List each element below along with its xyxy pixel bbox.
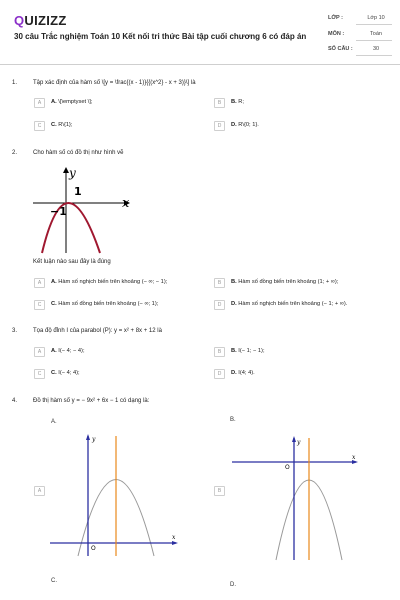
q2-option-b-box[interactable]: B: [214, 278, 225, 288]
q1-number: 1.: [12, 80, 18, 86]
meta-value-class: Lớp 10: [367, 15, 385, 21]
q4-choice-b-box[interactable]: B: [214, 486, 225, 496]
q4b-x-label: x: [352, 454, 356, 461]
meta-label-subject: MÔN :: [328, 31, 345, 37]
q2-option-b[interactable]: B. Hàm số đồng biến trên khoảng (1; + ∞);: [231, 279, 339, 285]
q4-graph-a: [48, 428, 188, 558]
q4b-origin-label: O: [285, 464, 290, 471]
q1-option-c[interactable]: C. R\{1};: [51, 122, 73, 128]
q4a-origin-label: O: [91, 545, 96, 552]
q4a-y-label: y: [92, 436, 96, 443]
q2-top-label: 1: [74, 185, 82, 198]
q4-choice-a-box[interactable]: A: [34, 486, 45, 496]
q4-choice-a-label: A.: [51, 419, 57, 425]
q3-option-a-box[interactable]: A: [34, 347, 45, 357]
q2-left-label: −1: [50, 205, 67, 218]
q1-option-a[interactable]: A. \[\emptyset \];: [51, 99, 93, 105]
logo-text: UIZIZZ: [24, 13, 67, 28]
q3-option-a[interactable]: A. I(− 4; − 4);: [51, 348, 85, 354]
q2-number: 2.: [12, 150, 18, 156]
q4-graph-b: [228, 432, 368, 562]
meta-value-subject: Toán: [370, 31, 382, 37]
q1-option-a-box[interactable]: A: [34, 98, 45, 108]
q3-number: 3.: [12, 328, 18, 334]
q2-option-a[interactable]: A. Hàm số nghịch biến trên khoảng (− ∞; − 1);: [51, 279, 168, 285]
q4-number: 4.: [12, 398, 18, 404]
q1-option-b-box[interactable]: B: [214, 98, 225, 108]
q3-option-b-box[interactable]: B: [214, 347, 225, 357]
meta-value-count: 30: [372, 46, 380, 52]
q3-option-c[interactable]: C. I(− 4; 4);: [51, 370, 80, 376]
meta-label-class: LỚP :: [328, 15, 343, 21]
q4-choice-c-label: C.: [51, 578, 57, 584]
q4b-y-label: y: [297, 439, 301, 446]
page-title: 30 câu Trắc nghiệm Toán 10 Kết nối tri thức Bài tập cuối chương 6 có đáp án: [14, 32, 307, 41]
q1-option-d[interactable]: D. R\{0; 1}.: [231, 122, 259, 128]
q4-choice-d-label: D.: [230, 582, 236, 588]
q2-y-label: y: [69, 166, 76, 180]
q2-option-a-box[interactable]: A: [34, 278, 45, 288]
q2-option-d[interactable]: D. Hàm số nghịch biến trên khoảng (− 1; + ∞).: [231, 301, 348, 307]
q3-option-b[interactable]: B. I(− 1; − 1);: [231, 348, 265, 354]
meta-label-count: SỐ CÂU :: [328, 46, 353, 52]
q4a-x-label: x: [172, 534, 176, 541]
q1-option-d-box[interactable]: D: [214, 121, 225, 131]
q1-option-b[interactable]: B. R;: [231, 99, 244, 105]
q2-x-label: x: [122, 196, 130, 211]
q2-text2: Kết luận nào sau đây là đúng: [33, 259, 111, 265]
q2-text: Cho hàm số có đồ thị như hình vẽ: [33, 150, 124, 156]
q1-text: Tập xác định của hàm số \[y = \frac{(x - 1)}{{(x^2} - x + 3)}\] là: [33, 80, 196, 86]
quizizz-logo: QUIZIZZ: [14, 13, 67, 28]
q2-option-c-box[interactable]: C: [34, 300, 45, 310]
q2-option-c[interactable]: C. Hàm số đồng biến trên khoảng (− ∞; 1);: [51, 301, 159, 307]
q3-option-c-box[interactable]: C: [34, 369, 45, 379]
header-divider: [0, 64, 400, 65]
q2-graph: [28, 163, 138, 255]
q4-choice-b-label: B.: [230, 417, 236, 423]
q3-text: Tọa độ đỉnh I của parabol (P): y = x² + 8x + 12 là: [33, 328, 162, 334]
q1-option-c-box[interactable]: C: [34, 121, 45, 131]
q3-option-d-box[interactable]: D: [214, 369, 225, 379]
q4-text: Đồ thị hàm số y = − 9x² + 6x − 1 có dạng là:: [33, 398, 150, 404]
q3-option-d[interactable]: D. I(4; 4).: [231, 370, 255, 376]
q2-option-d-box[interactable]: D: [214, 300, 225, 310]
